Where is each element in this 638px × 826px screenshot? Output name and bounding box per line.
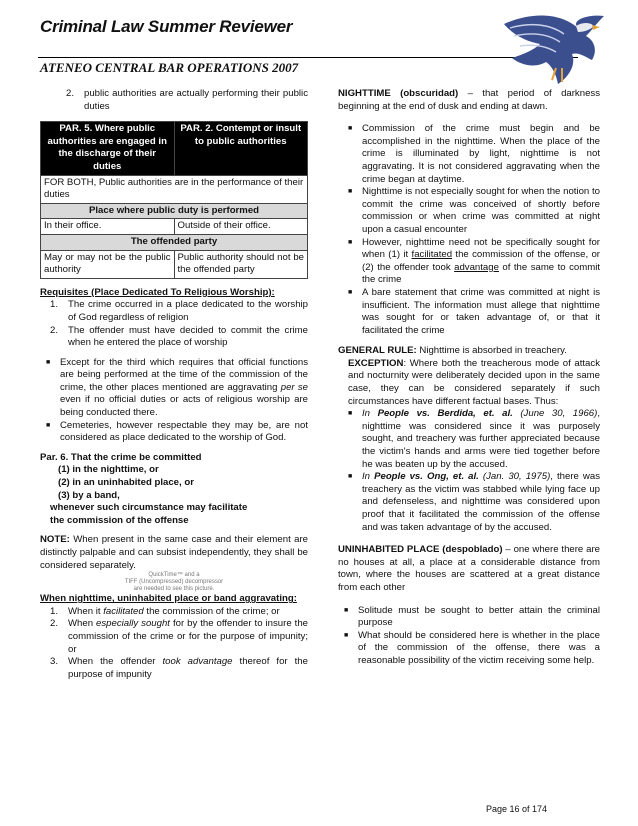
bullet-item	[348, 123, 600, 186]
table-cell-party-left: May or may not be the public authority	[41, 250, 175, 278]
case-item-ong	[348, 471, 600, 534]
item-number: 2.	[66, 88, 75, 99]
bullet-square-icon: ■	[348, 125, 353, 133]
bullet-square-icon: ■	[46, 421, 51, 429]
bullet-item	[46, 420, 308, 445]
table-head-par5: PAR. 5. Where public authorities are engaged in the discharge of their duties	[41, 122, 175, 175]
requisites-heading: Requisites (Place Dedicated To Religious Worship):	[40, 286, 275, 298]
aggravating-item-3	[40, 656, 308, 681]
uninhabited-definition: UNINHABITED PLACE (despoblado) – one where there are no houses at all, a place at a considerable distance from town, where the houses are scattered at a great distance from each other	[338, 544, 600, 593]
bullet-square-icon: ■	[344, 606, 349, 614]
par6-option-1: (1) in the nighttime, or	[58, 464, 159, 476]
item-text: When it facilitated the commission of the crime; or	[68, 605, 280, 617]
table-cell-party-right: Public authority should not be the offended party	[174, 250, 308, 278]
header-rule	[38, 57, 578, 58]
item-text: public authorities are actually performing their public duties	[84, 88, 308, 112]
item-text: The offender must have decided to commit the crime when he entered the place of worship	[68, 324, 308, 349]
case-item-berdida	[348, 408, 600, 471]
bullet-square-icon: ■	[348, 473, 353, 481]
bullet-item	[348, 237, 600, 287]
par6-option-3: (3) by a band,	[58, 489, 120, 501]
par6-condition: whenever such circumstance may facilitate	[50, 502, 248, 514]
bullet-text: What should be considered here is whether in the place of the commission of the offense, there was a reasonable possibility of the victim receiving some help.	[358, 629, 600, 666]
bullet-square-icon: ■	[348, 238, 353, 246]
aggravating-item-1	[40, 606, 308, 619]
bullet-item	[348, 287, 600, 337]
item-number: 1.	[50, 299, 59, 311]
item-number: 2.	[50, 324, 59, 336]
general-rule: GENERAL RULE: Nighttime is absorbed in treachery.	[338, 345, 567, 357]
eagle-logo-icon	[500, 6, 608, 88]
bullet-text: Except for the third which requires that official functions are being performed at the time of the commission of the crime, the other places mentioned are aggravating per se even if no official duties or acts of religious worship are being conducted there.	[60, 356, 308, 419]
item-number: 1.	[50, 605, 59, 617]
requisite-item-1	[40, 299, 308, 324]
par6-condition-cont: the commission of the offense	[50, 514, 189, 526]
bullet-text: Cemeteries, however respectable they may be, are not considered as place dedicated to the worship of God.	[60, 419, 308, 444]
left-column	[40, 88, 308, 681]
requisite-item-2	[40, 325, 308, 350]
table-both-row: FOR BOTH, Public authorities are in the performance of their duties	[41, 175, 308, 203]
page-number: Page 16 of 174	[486, 804, 548, 814]
par6-title: Par. 6. That the crime be committed	[40, 451, 202, 463]
item-number: 2.	[50, 618, 59, 630]
table-cell-place-right: Outside of their office.	[174, 219, 308, 235]
bullet-item	[46, 357, 308, 420]
item-text: When the offender took advantage thereof for the purpose of impunity	[68, 656, 308, 680]
item-text: The crime occurred in a place dedicated to the worship of God regardless of religion	[68, 299, 308, 323]
exception-paragraph: EXCEPTION: Where both the treacherous mode of attack and nocturnity were deliberately decided upon in the same case, they can be considered separately if such circumstances have different factual bases. Thus:	[348, 357, 600, 407]
note-paragraph: NOTE: When present in the same case and their element are distinctly palpable and can subsist independently, they shall be considered separately.	[40, 534, 308, 571]
bullet-text: In People vs. Ong, et. al. (Jan. 30, 1975), there was treachery as the victim was stabbed while lying face up and defenseless, and nighttime was considered upon proof that it facilitated the commission of the offense and was taken advantage of by the accused.	[362, 471, 600, 533]
par6-option-2: (2) in an uninhabited place, or	[58, 477, 194, 489]
header-subtitle: ATENEO CENTRAL BAR OPERATIONS 2007	[40, 60, 299, 75]
bullet-text: Nighttime is not especially sought for when the notion to commit the crime was conceived of shortly before commission or when crime was committed at night upon a casual encounter	[362, 186, 600, 235]
table-cell-place-left: In their office.	[41, 219, 175, 235]
bullet-text: However, nighttime need not be specifically sought for when (1) it facilitated the commission of the offense, or (2) the offender took advantage of the same to commit the crime	[362, 236, 601, 286]
bullet-square-icon: ■	[348, 288, 353, 296]
bullet-item	[348, 186, 600, 236]
bullet-text: A bare statement that crime was committed at night is insufficient. The information must allege that nighttime was sought for or taken advantage of, or that it facilitated the crime	[362, 286, 600, 336]
table-section-party: The offended party	[41, 234, 308, 250]
header-title: Criminal Law Summer Reviewer	[40, 17, 293, 36]
right-column	[338, 88, 600, 668]
bullet-square-icon: ■	[46, 358, 51, 366]
table-head-par2: PAR. 2. Contempt or insult to public authorities	[174, 122, 308, 175]
nighttime-definition: NIGHTTIME (obscuridad) – that period of darkness beginning at the end of dusk and ending at dawn.	[338, 88, 600, 112]
aggravating-item-2	[40, 618, 308, 656]
bullet-text: In People vs. Berdida, et. al. (June 30, 1966), nighttime was considered since it was purposely sought, and treachery was further appreciated because the victim's hands and arms were tied together before he was beaten up by the accused.	[362, 408, 601, 470]
bullet-text: Solitude must be sought to better attain the criminal purpose	[358, 604, 600, 629]
bullet-square-icon: ■	[348, 410, 353, 418]
table-section-place: Place where public duty is performed	[41, 203, 308, 219]
item-text: When especially sought for by the offender to insure the commission of the crime or for the purpose of impunity; or	[68, 618, 308, 655]
bullet-text: Commission of the crime must begin and be accomplished in the nighttime. When the place of the crime is illuminated by light, nighttime is not aggravating. It is not considered aggravating when the crime began at daytime.	[362, 123, 600, 185]
quicktime-placeholder: QuickTime™ and a TIFF (Uncompressed) decompressor are needed to see this picture.	[124, 572, 224, 593]
bullet-square-icon: ■	[344, 631, 349, 639]
aggravating-heading: When nighttime, uninhabited place or band aggravating:	[40, 593, 297, 605]
comparison-table	[40, 121, 308, 279]
item-number: 3.	[50, 656, 59, 668]
duties-item-2	[40, 88, 308, 113]
bullet-item	[344, 605, 600, 630]
bullet-square-icon: ■	[348, 188, 353, 196]
bullet-item	[344, 630, 600, 668]
